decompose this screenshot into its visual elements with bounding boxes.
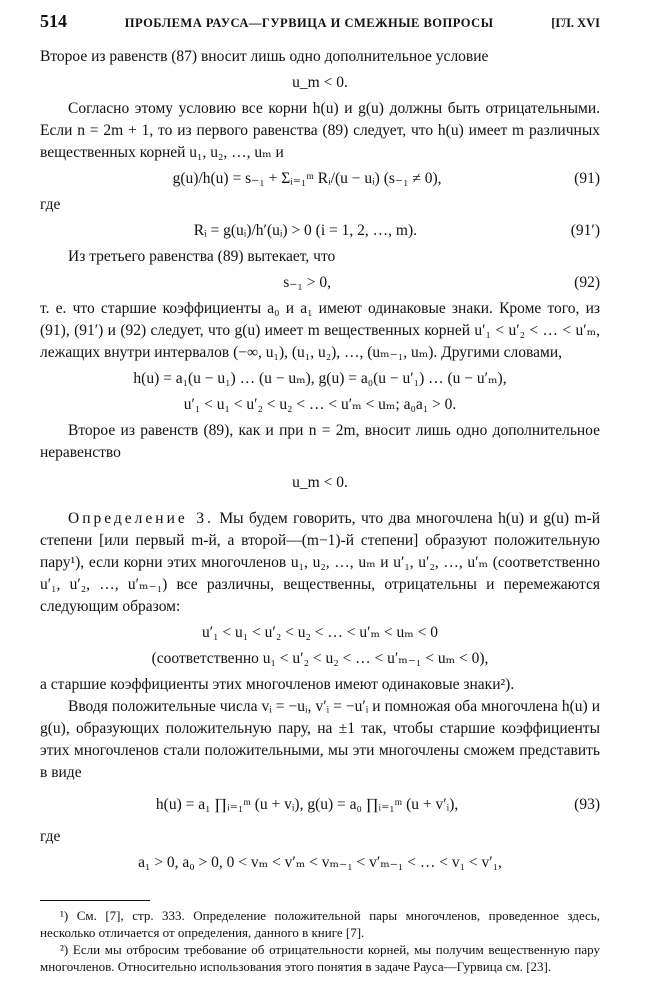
- chapter-label: [ГЛ. XVI: [551, 16, 600, 30]
- where-2: где: [40, 828, 61, 845]
- paragraph-3: Из третьего равенства (89) вытекает, что: [68, 248, 336, 265]
- equation-91-label: (91): [574, 170, 600, 187]
- page-header: [40, 10, 600, 34]
- definition-text: Мы будем говорить, что два многочлена h(u) и g(u) m-й степени [или первый m-й, а второй—(m−1)-й степени] образуют положительную пару¹), если корни этих многочленов u₁, u₂, …, uₘ и u′₁, u′₂, …, u′ₘ (соответственно u′₁, u′₂, …, u′ₘ₋₁) все различны, вещественны, отрицательны и перемежаются следующим образом:: [40, 510, 601, 615]
- equation-um-2: u_m < 0.: [292, 474, 348, 491]
- equation-93-row: [40, 794, 600, 816]
- paragraph-4: т. е. что старшие коэффициенты a₀ и a₁ имеют одинаковые знаки. Кроме того, из (91), (91′) и (92) следует, что g(u) имеет m вещественных корней u′₁ < u′₂ < … < u′ₘ, лежащих внутри интервалов (−∞, u₁), (u₁, u₂), …, (uₘ₋₁, uₘ). Другими словами,: [40, 300, 600, 361]
- equation-final: a₁ > 0, a₀ > 0, 0 < vₘ < v′ₘ < vₘ₋₁ < v′ₘ₋₁ < … < v₁ < v′₁,: [138, 854, 502, 871]
- equation-91p-row: [40, 220, 600, 242]
- footnote-1: ¹) См. [7], стр. 333. Определение положительной пары многочленов, проведенное здесь, несколько отличается от определения, данного в книге [7].: [40, 908, 600, 940]
- paragraph-5: Второе из равенств (89), как и при n = 2m, вносит лишь одно дополнительное неравенство: [40, 422, 600, 461]
- paragraph-2: Согласно этому условию все корни h(u) и g(u) должны быть отрицательными. Если n = 2m + 1, то из первого равенства (89) следует, что h(u) имеет m различных вещественных корней u₁, u₂, …, uₘ и: [40, 100, 600, 161]
- equation-def-1: u′₁ < u₁ < u′₂ < u₂ < … < u′ₘ < uₘ < 0: [202, 624, 438, 641]
- equation-hg-2: u′₁ < u₁ < u′₂ < u₂ < … < u′ₘ < uₘ; a₀a₁ > 0.: [183, 396, 457, 413]
- paragraph-8: Вводя положительные числа vᵢ = −uᵢ, v′ᵢ = −u′ᵢ и помножая оба многочлена h(u) и g(u), образующих положительную пару, на ±1 так, чтобы старшие коэффициенты этих многочленов стали положительными, мы эти многочлены сможем представить в виде: [40, 698, 600, 781]
- equation-92-label: (92): [574, 274, 600, 291]
- equation-91-row: [40, 168, 600, 190]
- paragraph-1: Второе из равенств (87) вносит лишь одно дополнительное условие: [40, 48, 489, 65]
- footnote-rule: [40, 900, 150, 901]
- equation-93-label: (93): [574, 796, 600, 813]
- equation-91: g(u)/h(u) = s₋₁ + Σᵢ₌₁ᵐ Rᵢ/(u − uᵢ) (s₋₁ ≠ 0),: [172, 170, 442, 187]
- equation-91p-label: (91′): [570, 222, 600, 239]
- running-title: ПРОБЛЕМА РАУСА—ГУРВИЦА И СМЕЖНЫЕ ВОПРОСЫ: [124, 16, 494, 30]
- footnotes: [40, 907, 600, 975]
- footnote-2: ²) Если мы отбросим требование об отрицательности корней, мы получим вещественную пару многочленов. Относительно использования этого понятия в задаче Рауса—Гурвица см. [23].: [40, 942, 600, 974]
- equation-92: s₋₁ > 0,: [283, 274, 331, 291]
- equation-um-1: u_m < 0.: [292, 74, 348, 91]
- paragraph-6: [40, 508, 600, 618]
- equation-hg-1: h(u) = a₁(u − u₁) … (u − uₘ), g(u) = a₀(u − u′₁) … (u − u′ₘ),: [133, 370, 507, 387]
- equation-91p: Rᵢ = g(uᵢ)/h′(uᵢ) > 0 (i = 1, 2, …, m).: [193, 222, 417, 239]
- where-1: где: [40, 196, 61, 213]
- definition-heading: Определение 3.: [68, 510, 214, 527]
- equation-93: h(u) = a₁ ∏ᵢ₌₁ᵐ (u + vᵢ), g(u) = a₀ ∏ᵢ₌₁ᵐ (u + v′ᵢ),: [155, 796, 459, 813]
- page-number: 514: [40, 11, 67, 31]
- equation-def-2: (соответственно u₁ < u′₂ < u₂ < … < u′ₘ₋₁ < uₘ < 0),: [151, 650, 489, 667]
- page: [40, 10, 600, 975]
- paragraph-7: а старшие коэффициенты этих многочленов имеют одинаковые знаки²).: [40, 676, 515, 693]
- equation-92-row: [40, 272, 600, 294]
